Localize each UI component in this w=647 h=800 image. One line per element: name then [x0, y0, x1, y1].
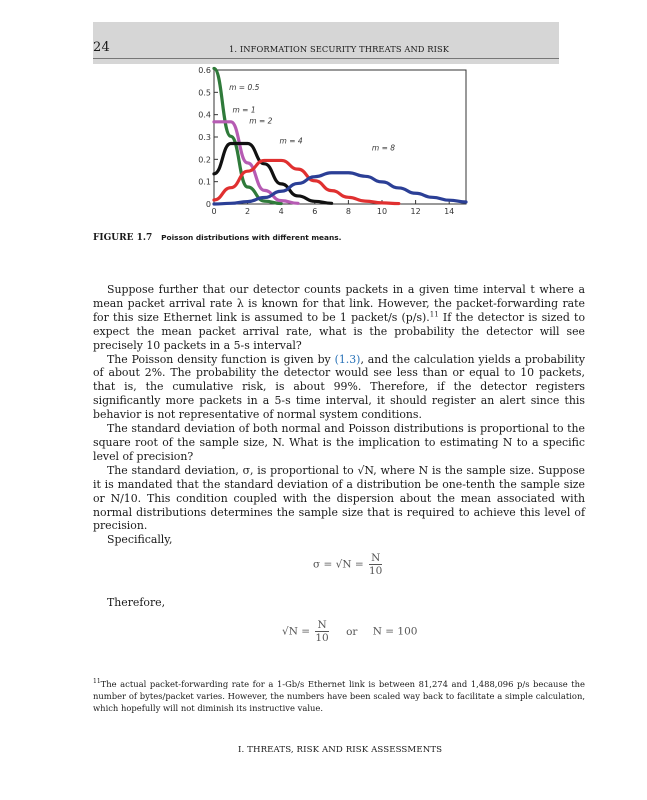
y-tick-label: 0.3 — [198, 133, 211, 142]
x-tick-label: 14 — [444, 207, 455, 216]
x-tick-label: 8 — [345, 207, 351, 216]
equation-2 — [282, 619, 417, 644]
y-tick-label: 0.2 — [198, 155, 211, 165]
poisson-chart — [190, 62, 470, 222]
footnote-ref[interactable]: 11 — [429, 310, 439, 319]
y-tick-label: 0.6 — [198, 66, 211, 75]
equation-1 — [313, 552, 384, 577]
therefore-text: Therefore, — [107, 596, 166, 609]
x-tick-label: 6 — [312, 207, 318, 216]
running-head: 1. INFORMATION SECURITY THREATS AND RISK — [229, 44, 450, 54]
series-label-2: m = 1 — [232, 105, 256, 115]
paragraph-2-text-b: , and the calculation yields a probability of about 2%. The probability the detector would see less than or equal to 10 packets, that is, the cumulative risk, is about 99%. Therefore, if the detector registers significantly more packets in a 5-s time interval, it should register an alert since this behavior is not representative of normal system conditions. — [93, 352, 585, 422]
x-tick-label: 4 — [278, 207, 284, 216]
eq2-numerator: N — [315, 619, 328, 632]
eq1-fraction — [369, 552, 382, 577]
paragraph-3: The standard deviation of both normal and Poisson distributions is proportional to the square root of the sample size, N. What is the implication to estimating N to a specific level of precision? — [93, 422, 585, 463]
eq1-numerator: N — [369, 552, 382, 565]
eq2-left: √N = — [282, 625, 311, 638]
paragraph-2-text-a: The Poisson density function is given by — [107, 352, 335, 366]
y-tick-label: 0 — [205, 200, 211, 209]
eq1-denominator: 10 — [369, 565, 383, 577]
x-tick-label: 10 — [376, 207, 388, 216]
x-tick-label: 2 — [245, 207, 251, 216]
y-tick-label: 0.4 — [198, 110, 211, 120]
page-footer: I. THREATS, RISK AND RISK ASSESSMENTS — [238, 745, 443, 755]
eq2-fraction — [315, 619, 328, 644]
series-label-1: m = 0.5 — [229, 83, 260, 93]
figure-caption-text: Poisson distributions with different means. — [161, 233, 342, 242]
paragraph-2 — [93, 353, 585, 423]
paragraph-1-text: Suppose further that our detector counts packets in a given time interval t where a mean packet arrival rate λ is known for that link. However, the packet-forwarding rate for this size Ethernet link is assumed to be 1 packet/s (p/s). — [93, 283, 585, 324]
footnote — [93, 676, 585, 715]
footnote-text: The actual packet-forwarding rate for a 1-Gb/s Ethernet link is between 81,274 and 1,488,096 p/s because the number of bytes/packet varies. However, the numbers have been scaled way back to facilitate a simple calculation, which hopefully will not diminish its instructive value. — [93, 678, 585, 713]
page-number: 24 — [93, 40, 110, 55]
y-tick-label: 0.1 — [198, 177, 211, 187]
x-tick-label: 12 — [410, 207, 421, 216]
eq2-denominator: 10 — [315, 632, 329, 644]
equation-link[interactable]: (1.3) — [334, 352, 361, 366]
paragraph-5: Specifically, — [107, 533, 173, 547]
footnote-mark: 11 — [93, 678, 101, 685]
header-rule — [93, 58, 559, 59]
paragraph-4: The standard deviation, σ, is proportional to √N, where N is the sample size. Suppose it is mandated that the standard deviation of a distribution be one-tenth the sample size or N/10. This condition coupled with the dispersion about the mean associated with normal distributions determines the sample size that is required to achieve this level of precision. — [93, 463, 585, 533]
eq1-left: σ = √N = — [313, 558, 364, 571]
series-label-3: m = 2 — [249, 116, 273, 126]
body-text — [93, 283, 585, 547]
x-tick-label: 0 — [211, 207, 217, 216]
figure-caption — [93, 233, 342, 243]
eq2-right: N = 100 — [372, 625, 418, 638]
series-label-4: m = 4 — [279, 136, 303, 146]
figure-label: FIGURE 1.7 — [93, 233, 153, 243]
paragraph-1 — [93, 283, 585, 353]
series-label-5: m = 8 — [371, 143, 396, 153]
y-tick-label: 0.5 — [198, 88, 211, 98]
paragraph-1-cont: If the detector is sized to expect the mean packet arrival rate, what is the probability the detector will see precisely 10 packets in a 5-s interval? — [93, 310, 585, 352]
eq2-or: or — [346, 625, 358, 638]
